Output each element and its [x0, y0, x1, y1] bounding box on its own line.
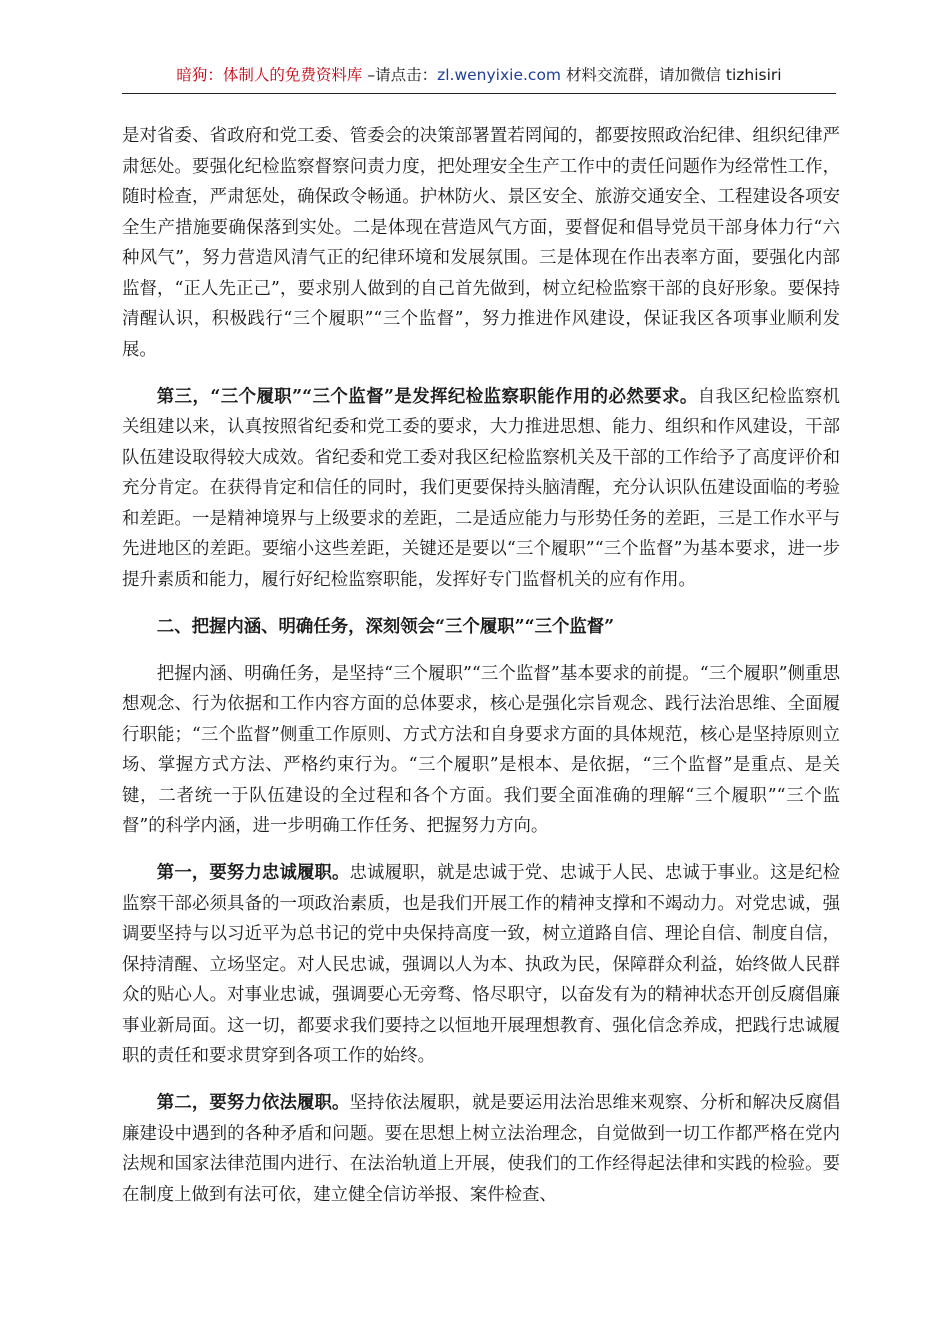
header-click-prompt: –请点击：	[362, 66, 438, 84]
paragraph-text: 自我区纪检监察机关组建以来，认真按照省纪委和党工委的要求，大力推进思想、能力、组织和作风建设，干部队伍建设取得较大成效。省纪委和党工委对我区纪检监察机关及干部的工作给予了高度评价和充分肯定。在获得肯定和信任的同时，我们更要保持头脑清醒，充分认识队伍建设面临的考验和差距。一是精神境界与上级要求的差距，二是适应能力与形势任务的差距，三是工作水平与先进地区的差距。要缩小这些差距，关键还是要以“三个履职”“三个监督”为基本要求，进一步提升素质和能力，履行好纪检监察职能，发挥好专门监督机关的应有作用。	[122, 386, 840, 590]
paragraph-lead: 第二，要努力依法履职。	[156, 1093, 350, 1113]
paragraph-4	[122, 858, 840, 1072]
paragraph-2	[122, 382, 840, 596]
paragraph-text: 是对省委、省政府和党工委、管委会的决策部署置若罔闻的，都要按照政治纪律、组织纪律严肃惩处。要强化纪检监察督察问责力度，把处理安全生产工作中的责任问题作为经常性工作，随时检查，严肃惩处，确保政令畅通。护林防火、景区安全、旅游交通安全、工程建设各项安全生产措施要确保落到实处。二是体现在营造风气方面，要督促和倡导党员干部身体力行“六种风气”，努力营造风清气正的纪律环境和发展氛围。三是体现在作出表率方面，要强化内部监督，“正人先正己”，要求别人做到的自己首先做到，树立纪检监察干部的良好形象。要保持清醒认识，积极践行“三个履职”“三个监督”，努力推进作风建设，保证我区各项事业顺利发展。	[122, 126, 840, 360]
section-heading-text: 二、把握内涵、明确任务，深刻领会“三个履职”“三个监督”	[156, 616, 615, 637]
header-site-name: 暗狗：体制人的免费资料库	[176, 66, 363, 84]
paragraph-5	[122, 1088, 840, 1210]
header-url-link[interactable]: zl.wenyixie.com	[437, 66, 562, 84]
page-header	[122, 62, 836, 94]
paragraph-text: 把握内涵、明确任务，是坚持“三个履职”“三个监督”基本要求的前提。“三个履职”侧重思想观念、行为依据和工作内容方面的总体要求，核心是强化宗旨观念、践行法治思维、全面履行职能；“三个监督”侧重工作原则、方式方法和自身要求方面的具体规范，核心是坚持原则立场、掌握方式方法、严格约束行为。“三个履职”是根本、是依据，“三个监督”是重点、是关键，二者统一于队伍建设的全过程和各个方面。我们要全面准确的理解“三个履职”“三个监督”的科学内涵，进一步明确工作任务、把握努力方向。	[122, 663, 840, 836]
paragraph-text: 忠诚履职，就是忠诚于党、忠诚于人民、忠诚于事业。这是纪检监察干部必须具备的一项政治素质，也是我们开展工作的精神支撑和不竭动力。对党忠诚，强调要坚持与以习近平为总书记的党中央保持高度一致，树立道路自信、理论自信、制度自信，保持清醒、立场坚定。对人民忠诚，强调以人为本、执政为民，保障群众利益，始终做人民群众的贴心人。对事业忠诚，强调要心无旁骛、恪尽职守，以奋发有为的精神状态开创反腐倡廉事业新局面。这一切，都要求我们要持之以恒地开展理想教育、强化信念养成，把践行忠诚履职的责任和要求贯穿到各项工作的始终。	[122, 863, 840, 1066]
paragraph-3	[122, 659, 840, 842]
section-heading	[122, 612, 840, 643]
paragraph-lead: 第一，要努力忠诚履职。	[156, 863, 350, 883]
paragraph-lead: 第三，“三个履职”“三个监督”是发挥纪检监察职能作用的必然要求。	[156, 386, 698, 407]
header-contact: 材料交流群，请加微信 tizhisiri	[561, 66, 782, 84]
document-body	[122, 121, 840, 1227]
paragraph-text: 坚持依法履职，就是要运用法治思维来观察、分析和解决反腐倡廉建设中遇到的各种矛盾和问题。要在思想上树立法治理念，自觉做到一切工作都严格在党内法规和国家法律范围内进行、在法治轨道上开展，使我们的工作经得起法律和实践的检验。要在制度上做到有法可依，建立健全信访举报、案件检查、	[122, 1093, 840, 1205]
paragraph-1	[122, 121, 840, 365]
